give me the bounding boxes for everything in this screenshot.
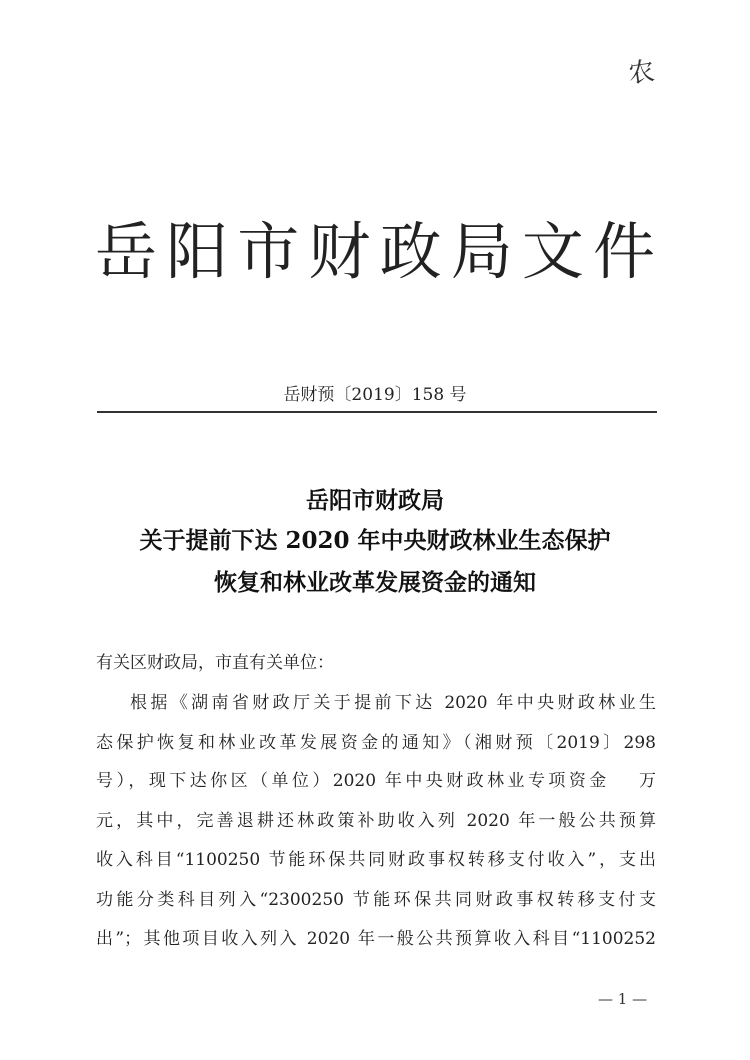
salutation: 有关区财政局，市直有关单位： (96, 653, 334, 673)
page-number: — 1 — (598, 990, 648, 1008)
body-line-1: 根据《湖南省财政厅关于提前下达 2020 年中央财政林业生 (130, 693, 656, 713)
body-line-7: 出”；其他项目收入列入 2020 年一般公共预算收入科目“1100252 (96, 929, 656, 949)
masthead-title: 岳阳市财政局文件 (95, 215, 655, 288)
document-number: 岳财预〔2019〕158 号 (283, 385, 467, 405)
handwritten-mark: 农 (626, 56, 655, 90)
notice-title-line-3: 恢复和林业改革发展资金的通知 (214, 569, 536, 596)
body-line-4: 元，其中，完善退耕还林政策补助收入列 2020 年一般公共预算 (96, 811, 656, 831)
masthead-divider (97, 411, 657, 413)
body-line-3: 号），现下达你区（单位）2020 年中央财政林业专项资金 万 (96, 771, 656, 791)
notice-title-line-2: 关于提前下达 2020 年中央财政林业生态保护 (139, 527, 611, 554)
body-line-6: 功能分类科目列入“2300250 节能环保共同财政事权转移支付支 (96, 890, 656, 910)
body-line-5: 收入科目“1100250 节能环保共同财政事权转移支付收入”，支出 (96, 850, 656, 870)
body-line-2: 态保护恢复和林业改革发展资金的通知》（湘财预〔2019〕298 (96, 733, 656, 753)
notice-title-line-1: 岳阳市财政局 (306, 487, 444, 514)
